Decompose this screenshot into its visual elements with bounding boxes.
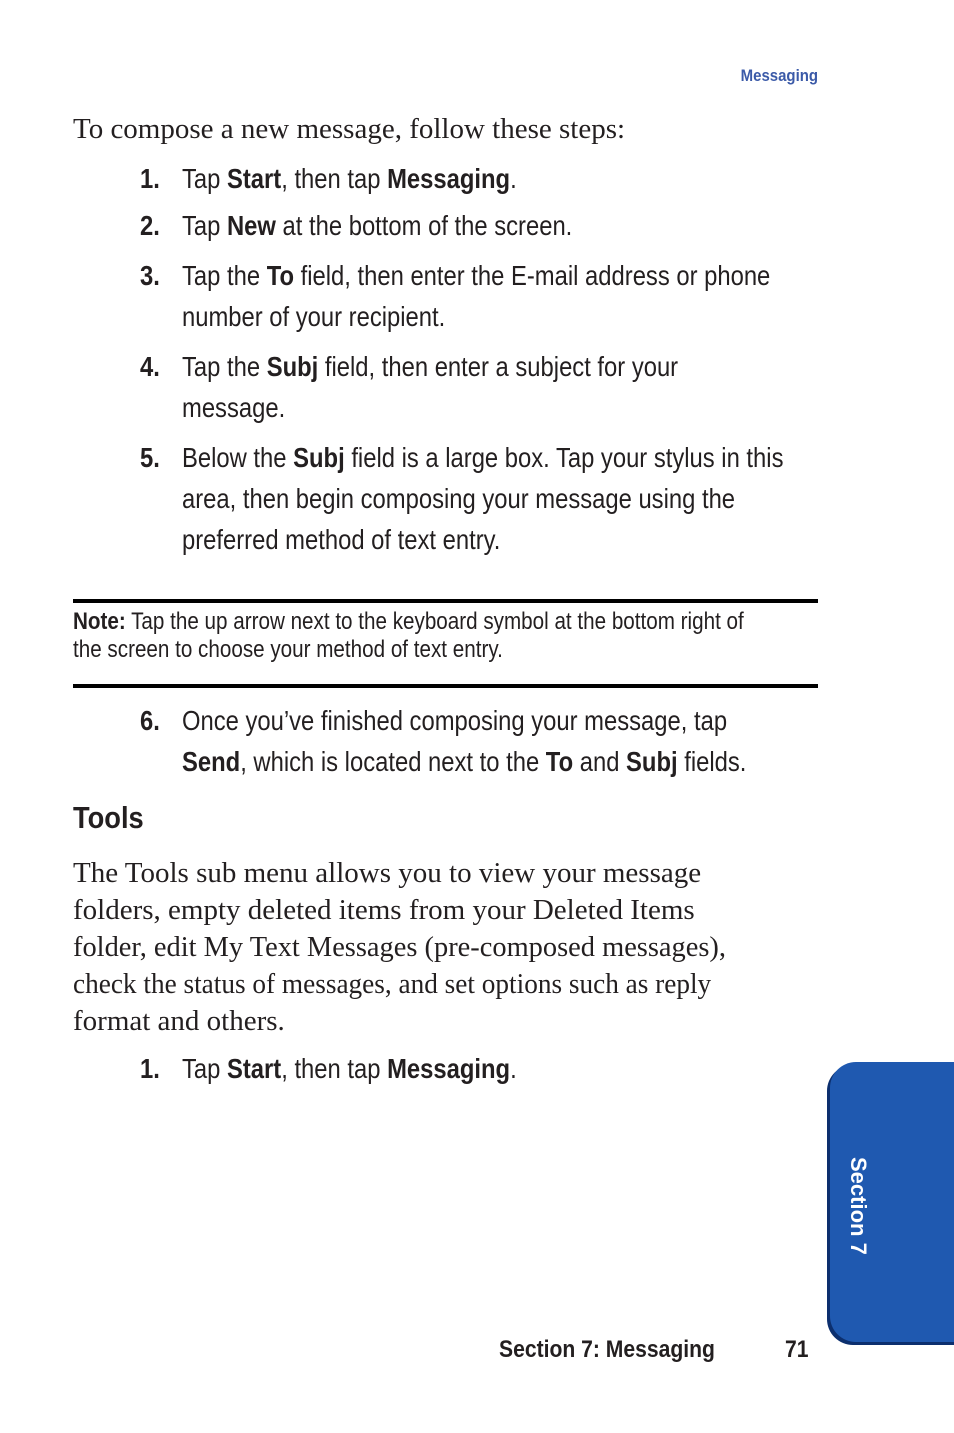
- text-run: , then tap: [281, 1053, 388, 1084]
- step-number: 4.: [140, 351, 160, 382]
- text-run: Once you’ve finished composing your message, tap: [182, 705, 728, 736]
- bold-term: Subj: [266, 351, 319, 382]
- step-number: 2.: [140, 210, 160, 241]
- text-run: fields.: [677, 746, 747, 777]
- note-label: Note:: [73, 608, 126, 635]
- intro-text: To compose a new message, follow these steps:: [73, 113, 626, 145]
- step-line: [182, 255, 769, 296]
- text-run: area, then begin composing your message using the: [182, 483, 736, 514]
- step-text: [182, 255, 769, 337]
- step-line: [182, 205, 769, 246]
- step-text: [182, 158, 769, 199]
- step-text: [182, 700, 769, 782]
- text-run: number of your recipient.: [182, 301, 446, 332]
- step-line: [182, 158, 769, 199]
- text-run: , which is located next to the: [240, 746, 546, 777]
- text-run: Tap: [182, 163, 227, 194]
- bold-term: Subj: [293, 442, 345, 473]
- bold-term: Subj: [626, 746, 678, 777]
- step-line: [182, 296, 769, 337]
- step-line: [182, 519, 769, 560]
- text-run: Tap the: [182, 351, 267, 382]
- paragraph-line: folders, empty deleted items from your Deleted Items: [73, 894, 695, 926]
- step-text: [182, 205, 769, 246]
- text-run: .: [510, 1053, 517, 1084]
- note-text-line-2: the screen to choose your method of text entry.: [73, 636, 503, 663]
- section-tab-label: Section 7: [846, 1157, 871, 1255]
- text-run: field is a large box. Tap your stylus in this: [344, 442, 784, 473]
- text-run: Tap the: [182, 260, 267, 291]
- step-number: 1.: [140, 1053, 160, 1084]
- step-line: [182, 387, 769, 428]
- text-run: Below the: [182, 442, 294, 473]
- tools-heading: Tools: [73, 800, 144, 835]
- text-run: preferred method of text entry.: [182, 524, 501, 555]
- text-run: Tap: [182, 1053, 227, 1084]
- paragraph-line: folder, edit My Text Messages (pre-composed messages),: [73, 931, 727, 963]
- step-line: [182, 437, 784, 478]
- step-number: 3.: [140, 260, 160, 291]
- step-line: [182, 478, 769, 519]
- bold-term: Messaging: [387, 1053, 511, 1084]
- note-text-line-1: Tap the up arrow next to the keyboard symbol at the bottom right of: [125, 608, 744, 635]
- text-run: field, then enter the E-mail address or phone: [294, 260, 771, 291]
- paragraph-line: The Tools sub menu allows you to view your message: [73, 857, 702, 889]
- bold-term: To: [266, 260, 295, 291]
- bold-term: Start: [226, 163, 282, 194]
- step-text: [182, 437, 784, 560]
- page-number: 71: [785, 1336, 809, 1363]
- tools-paragraph: [73, 855, 818, 1040]
- text-run: .: [510, 163, 517, 194]
- bold-term: Start: [226, 1053, 282, 1084]
- step-number: 6.: [140, 705, 160, 736]
- bold-term: New: [226, 210, 276, 241]
- bold-term: Send: [182, 746, 241, 777]
- step-line: [182, 346, 769, 387]
- bold-term: To: [545, 746, 574, 777]
- footer-section-title: Section 7: Messaging: [499, 1336, 715, 1363]
- text-run: Tap: [182, 210, 227, 241]
- bold-term: Messaging: [387, 163, 511, 194]
- step-line: [182, 741, 769, 782]
- paragraph-line: format and others.: [73, 1005, 285, 1037]
- note-bottom-rule: [73, 684, 818, 688]
- text-run: at the bottom of the screen.: [275, 210, 573, 241]
- running-head: Messaging: [740, 66, 818, 85]
- text-run: field, then enter a subject for your: [318, 351, 679, 382]
- step-text: [182, 1048, 769, 1089]
- note-top-rule: [73, 599, 818, 603]
- text-run: and: [573, 746, 627, 777]
- text-run: , then tap: [281, 163, 388, 194]
- step-line: [182, 1048, 769, 1089]
- step-line: [182, 700, 769, 741]
- text-run: message.: [182, 392, 286, 423]
- step-number: 5.: [140, 442, 160, 473]
- paragraph-line: check the status of messages, and set options such as reply: [73, 968, 712, 1000]
- note-box: [73, 608, 821, 664]
- step-text: [182, 346, 769, 428]
- step-number: 1.: [140, 163, 160, 194]
